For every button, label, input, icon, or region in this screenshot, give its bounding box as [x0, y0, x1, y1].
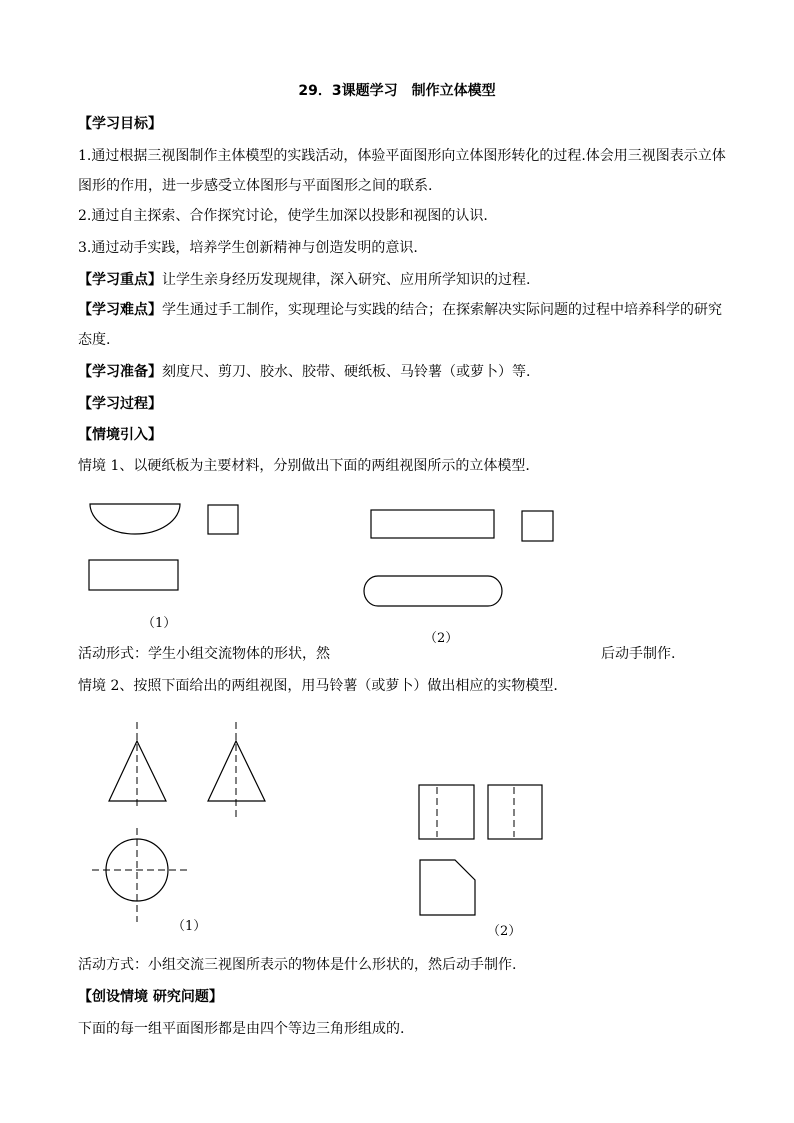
process-heading: 【学习过程】 — [78, 396, 162, 412]
pentagon-top-view — [420, 860, 475, 915]
research-text: 下面的每一组平面图形都是由四个等边三角形组成的. — [78, 1021, 405, 1037]
difficulties-line2: 态度. — [78, 332, 111, 348]
scenario2-caption-1: （1） — [172, 919, 207, 934]
preparation-text: 刻度尺、剪刀、胶水、胶带、硬纸板、马铃薯（或萝卜）等. — [162, 364, 531, 380]
intro-heading: 【情境引入】 — [78, 427, 162, 443]
objective-3: 3.通过动手实践，培养学生创新精神与创造发明的意识. — [78, 240, 418, 256]
objective-2: 2.通过自主探索、合作探究讨论，使学生加深以投影和视图的认识. — [78, 208, 488, 224]
square-front-view — [419, 785, 474, 839]
objectives-heading: 【学习目标】 — [78, 116, 162, 132]
key-points-text: 让学生亲身经历发现规律，深入研究、应用所学知识的过程. — [162, 272, 531, 288]
scenario1-caption-2: （2） — [424, 631, 459, 646]
scenario2-text: 情境 2、按照下面给出的两组视图，用马铃薯（或萝卜）做出相应的实物模型. — [78, 678, 558, 694]
difficulties-text: 学生通过手工制作，实现理论与实践的结合；在探索解决实际问题的过程中培养科学的研究 — [162, 302, 722, 318]
page-title: 29．3课题学习 制作立体模型 — [298, 83, 496, 99]
scenario1-activity-part2: 后动手制作. — [601, 646, 676, 662]
scenario1-text: 情境 1、以硬纸板为主要材料，分别做出下面的两组视图所示的立体模型. — [78, 458, 530, 474]
scenario1-activity-part1: 活动形式：学生小组交流物体的形状，然 — [78, 646, 330, 662]
square-side-view — [488, 785, 542, 839]
scenario2-caption-2: （2） — [487, 924, 522, 939]
objective-1-line2: 图形的作用，进一步感受立体图形与平面图形之间的联系. — [78, 178, 433, 194]
scenario2-activity: 活动方式：小组交流三视图所表示的物体是什么形状的，然后动手制作. — [78, 957, 517, 973]
scenario1-caption-1: （1） — [142, 616, 177, 631]
research-heading: 【创设情境 研究问题】 — [78, 989, 223, 1005]
key-points-label: 【学习重点】 — [78, 272, 162, 288]
difficulties-label: 【学习难点】 — [78, 302, 162, 318]
preparation-label: 【学习准备】 — [78, 364, 162, 380]
objective-1-line1: 1.通过根据三视图制作主体模型的实践活动，体验平面图形向立体图形转化的过程.体会用三视图表示立体 — [78, 148, 726, 164]
